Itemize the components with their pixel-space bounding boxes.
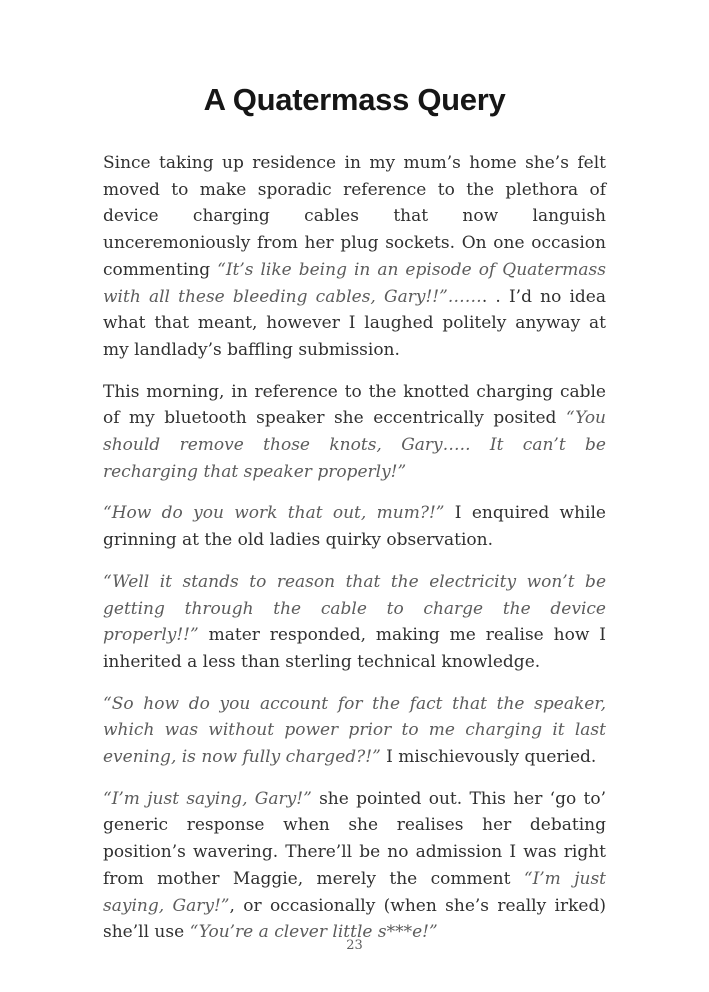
text-segment: I mischievously queried. <box>380 747 597 768</box>
quote-segment: “You should remove those knots, Gary….. It can’t be recharging that speaker properly!” <box>103 408 606 482</box>
text-segment: This morning, in reference to the knotted charging cable of my bluetooth speaker she eccentrically posited <box>103 381 606 429</box>
paragraphs <box>103 150 606 946</box>
quote-segment: “I’m just saying, Gary!” <box>103 788 312 809</box>
text-segment: , or occasionally (when she’s really irked) she’ll use <box>103 895 606 943</box>
quote-segment: “How do you work that out, mum?!” <box>103 503 445 524</box>
paragraph <box>103 569 606 676</box>
quote-segment: “It’s like being in an episode of Quatermass with all these bleeding cables, Gary!!”…… <box>103 259 606 307</box>
text-segment: she pointed out. This her ‘go to’ generic response when she realises her debating position’s wavering. There’ll be no admission I was right from mother Maggie, merely the comment <box>103 788 606 889</box>
text-segment: Since taking up residence in my mum’s home she’s felt moved to make sporadic reference to the plethora of device charging cables that now languish unceremoniously from her plug sockets. On one occasion commenting <box>103 153 606 280</box>
paragraph <box>103 150 606 364</box>
quote-segment: “You’re a clever little s***e!” <box>189 922 438 943</box>
paragraph <box>103 500 606 553</box>
quote-segment: “I’m just saying, Gary!” <box>103 868 606 916</box>
page-content <box>103 82 606 961</box>
quote-segment: “Well it stands to reason that the electricity won’t be getting through the cable to charge the device properly!!” <box>103 571 606 646</box>
paragraph <box>103 691 606 771</box>
text-segment: . . I’d no idea what that meant, however I laughed politely anyway at my landlady’s baffling submission. <box>103 286 606 360</box>
text-segment: I enquired while grinning at the old ladies quirky observation. <box>103 503 606 551</box>
page-title: A Quatermass Query <box>203 82 506 117</box>
page-number: 23 <box>346 938 363 953</box>
paragraph <box>103 786 606 946</box>
paragraph <box>103 379 606 486</box>
text-segment: mater responded, making me realise how I inherited a less than sterling technical knowledge. <box>103 625 606 672</box>
quote-segment: “So how do you account for the fact that the speaker, which was without power prior to me charging it last evening, is now fully charged?!” <box>103 693 606 768</box>
